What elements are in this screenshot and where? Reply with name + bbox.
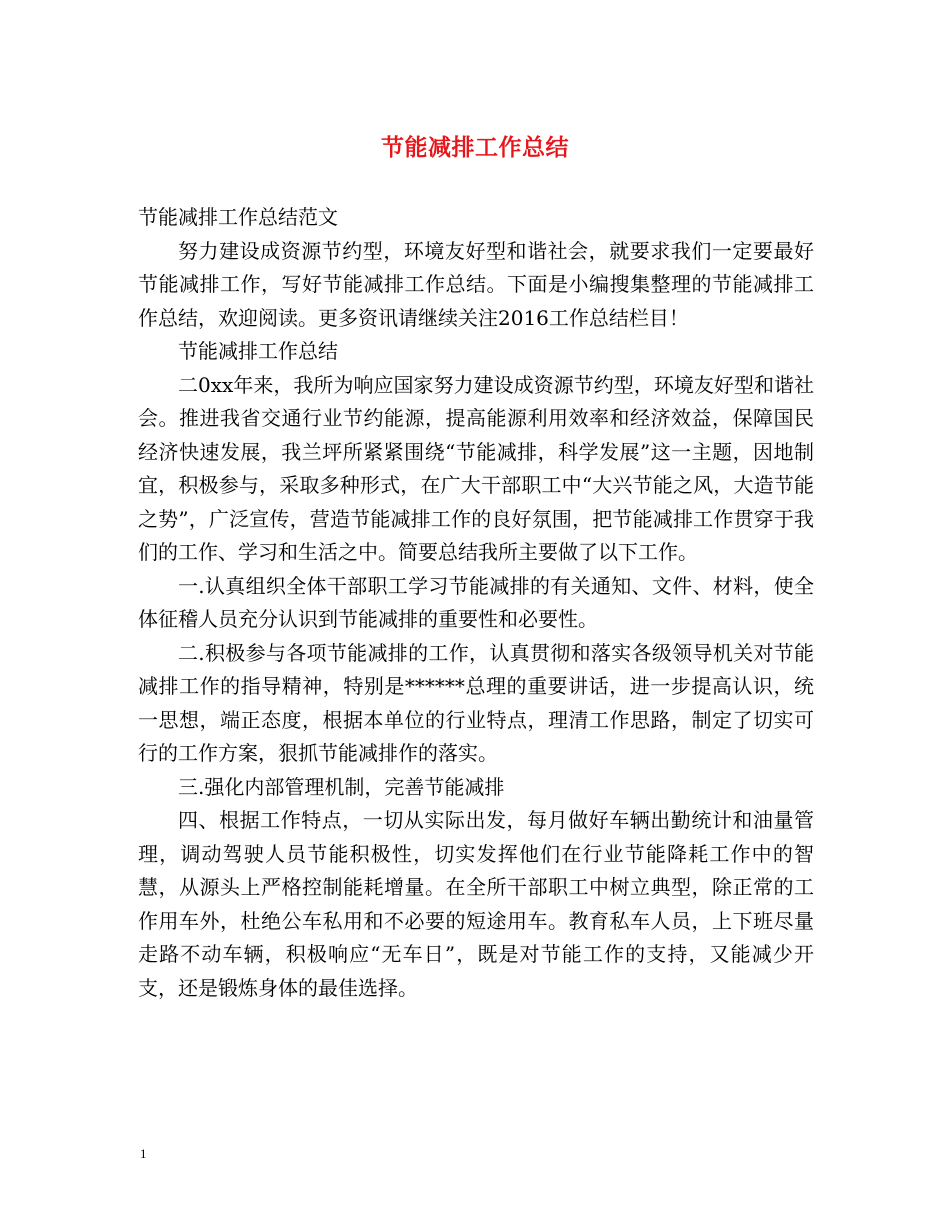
paragraph-intro: 努力建设成资源节约型，环境友好型和谐社会，就要求我们一定要最好节能减排工作，写好节能减排工作总结。下面是小编搜集整理的节能减排工作总结，欢迎阅读。更多资讯请继续关注2016工作总结栏目！ [138, 238, 814, 330]
page-number: 1 [140, 1146, 147, 1161]
document-title: 节能减排工作总结 [381, 134, 569, 161]
section-heading: 节能减排工作总结 [178, 339, 338, 363]
document-body [138, 201, 814, 1005]
paragraph-item-3: 三.强化内部管理机制，完善节能减排 [178, 774, 505, 799]
paragraph-item-4: 四、根据工作特点，一切从实际出发，每月做好车辆出勤统计和油量管理，调动驾驶人员节能积极性，切实发挥他们在行业节能降耗工作中的智慧，从源头上严格控制能耗增量。在全所干部职工中树立典型，除正常的工作用车外，杜绝公车私用和不必要的短途用车。教育私车人员，上下班尽量走路不动车辆，积极响应“无车日”，既是对节能工作的支持，又能减少开支，还是锻炼身体的最佳选择。 [138, 808, 814, 1000]
paragraph-overview: 二0xx年来，我所为响应国家努力建设成资源节约型，环境友好型和谐社会。推进我省交通行业节约能源，提高能源利用效率和经济效益，保障国民经济快速发展，我兰坪所紧紧围绕“节能减排，科学发展”这一主题，因地制宜，积极参与，采取多种形式，在广大干部职工中“大兴节能之风，大造节能之势”，广泛宣传，营造节能减排工作的良好氛围，把节能减排工作贯穿于我们的工作、学习和生活之中。简要总结我所主要做了以下工作。 [138, 372, 814, 564]
paragraph-item-2: 二.积极参与各项节能减排的工作，认真贯彻和落实各级领导机关对节能减排工作的指导精神，特别是******总理的重要讲话，进一步提高认识，统一思想，端正态度，根据本单位的行业特点，理清工作思路，制定了切实可行的工作方案，狠抓节能减排作的落实。 [138, 640, 814, 765]
document-subtitle: 节能减排工作总结范文 [138, 205, 338, 229]
paragraph-item-1: 一.认真组织全体干部职工学习节能减排的有关通知、文件、材料，使全体征稽人员充分认识到节能减排的重要性和必要性。 [138, 573, 814, 631]
